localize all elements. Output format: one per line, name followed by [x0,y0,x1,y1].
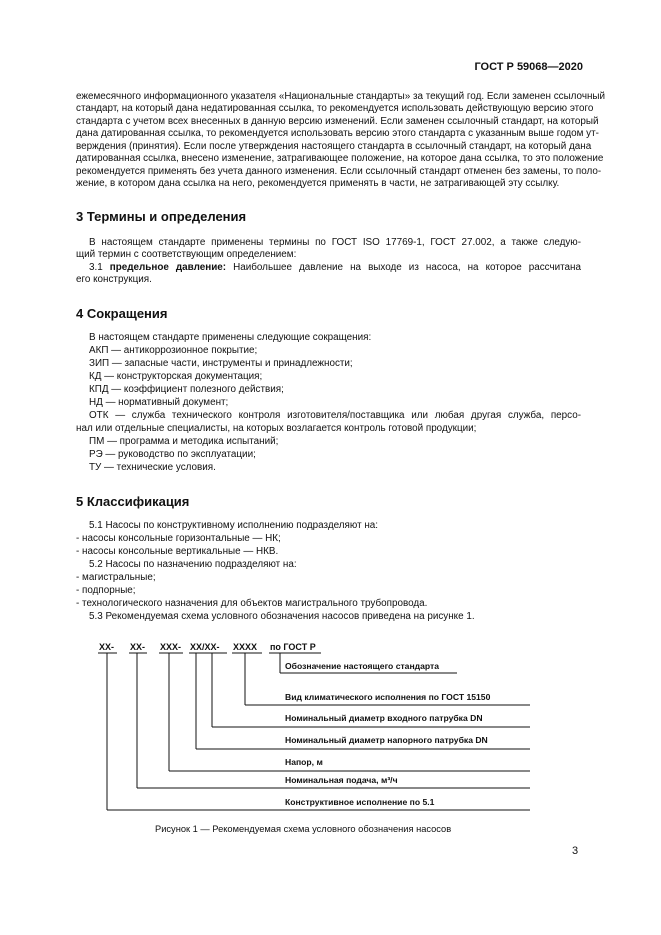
section-5-heading: 5 Классификация [76,494,190,509]
intro-line-7: рекомендуется применять без учета данного изменения. Если ссылочный стандарт отменен без замены, то поло- [76,166,602,177]
abbr-otk-2: нал или отдельные специалисты, на которых возлагается контроль готовой продукции; [76,423,477,434]
label-capacity: Номинальная подача, м³/ч [285,775,398,785]
class-nk: - насосы консольные горизонтальные — НК; [76,533,281,544]
abbr-re: РЭ — руководство по эксплуатации; [89,449,256,460]
abbr-kpd: КПД — коэффициент полезного действия; [89,384,284,395]
abbr-nd: НД — нормативный документ; [89,397,229,408]
class-tech: - технологического назначения для объектов магистрального трубопровода. [76,598,428,609]
class-main: - магистральные; [76,572,156,583]
code-capacity: XX- [130,642,146,652]
class-5-3: 5.3 Рекомендуемая схема условного обозначения насосов приведена на рисунке 1. [89,611,475,622]
intro-line-3: стандарта с учетом всех внесенных в данную версию изменений. Если заменен ссылочный стандарт, на который [76,116,599,127]
abbr-pm: ПМ — программа и методика испытаний; [89,436,279,447]
figure-caption: Рисунок 1 — Рекомендуемая схема условного обозначения насосов [155,824,452,834]
code-climate: XXXX [233,642,258,652]
s3-term-line-2: его конструкция. [76,274,152,285]
label-discharge-diameter: Номинальный диаметр напорного патрубка DN [285,735,488,745]
intro-line-6: датированная ссылка, внесено изменение, затрагивающее положение, на которое дана ссылка, то это положение [76,153,604,164]
intro-line-5: верждения (принятия). Если после утверждения настоящего стандарта в ссылочный стандарт, на который дана [76,141,592,152]
term-number: 3.1 [89,262,110,273]
label-standard-designation: Обозначение настоящего стандарта [285,661,440,671]
s3-paragraph-1a: В настоящем стандарте применены термины по ГОСТ ISO 17769-1, ГОСТ 27.002, а также следую- [89,237,581,248]
abbr-akp: АКП — антикоррозионное покрытие; [89,345,258,356]
section-3-heading: 3 Термины и определения [76,209,247,224]
abbr-otk: ОТК — служба технического контроля изготовителя/поставщика или любая другая служба, персо- [89,410,581,421]
intro-line-4: дана датированная ссылка, то рекомендуется использовать версию этого стандарта с указанным выше годом ут- [76,128,599,139]
code-head: XXX- [160,642,182,652]
document-header: ГОСТ Р 59068—2020 [474,61,583,73]
class-nkv: - насосы консольные вертикальные — НКВ. [76,546,279,557]
term-definition: Наибольшее давление на выходе из насоса, на которое рассчитана [226,262,581,273]
section-4-heading: 4 Сокращения [76,306,168,321]
class-booster: - подпорные; [76,585,136,596]
term-name: предельное давление: [109,262,227,273]
abbr-tu: ТУ — технические условия. [89,462,216,473]
s4-lead: В настоящем стандарте применены следующие сокращения: [89,332,372,343]
code-diameters: XX/XX- [190,642,220,652]
label-head: Напор, м [285,757,323,767]
page-number: 3 [572,845,579,857]
intro-line-8: жение, в котором дана ссылка на него, рекомендуется применять в части, не затрагивающей эту ссылку. [76,178,560,189]
label-design-version: Конструктивное исполнение по 5.1 [285,797,435,807]
class-5-2: 5.2 Насосы по назначению подразделяют на: [89,559,297,570]
abbr-zip: ЗИП — запасные части, инструменты и принадлежности; [89,358,353,369]
code-standard: по ГОСТ Р [270,642,316,652]
s3-paragraph-1b: щий термин с соответствующим определением: [76,249,297,260]
abbr-kd: КД — конструкторская документация; [89,371,263,382]
intro-line-1: ежемесячного информационного указателя «Национальные стандарты» за текущий год. Если заменен ссылочный [76,91,606,102]
label-climate-version: Вид климатического исполнения по ГОСТ 15150 [285,692,491,702]
code-series: XX- [99,642,115,652]
intro-line-2: стандарт, на который дана недатированная ссылка, то рекомендуется использовать действующую версию этого [76,103,594,114]
label-inlet-diameter: Номинальный диаметр входного патрубка DN [285,713,483,723]
class-5-1: 5.1 Насосы по конструктивному исполнению подразделяют на: [89,520,379,531]
